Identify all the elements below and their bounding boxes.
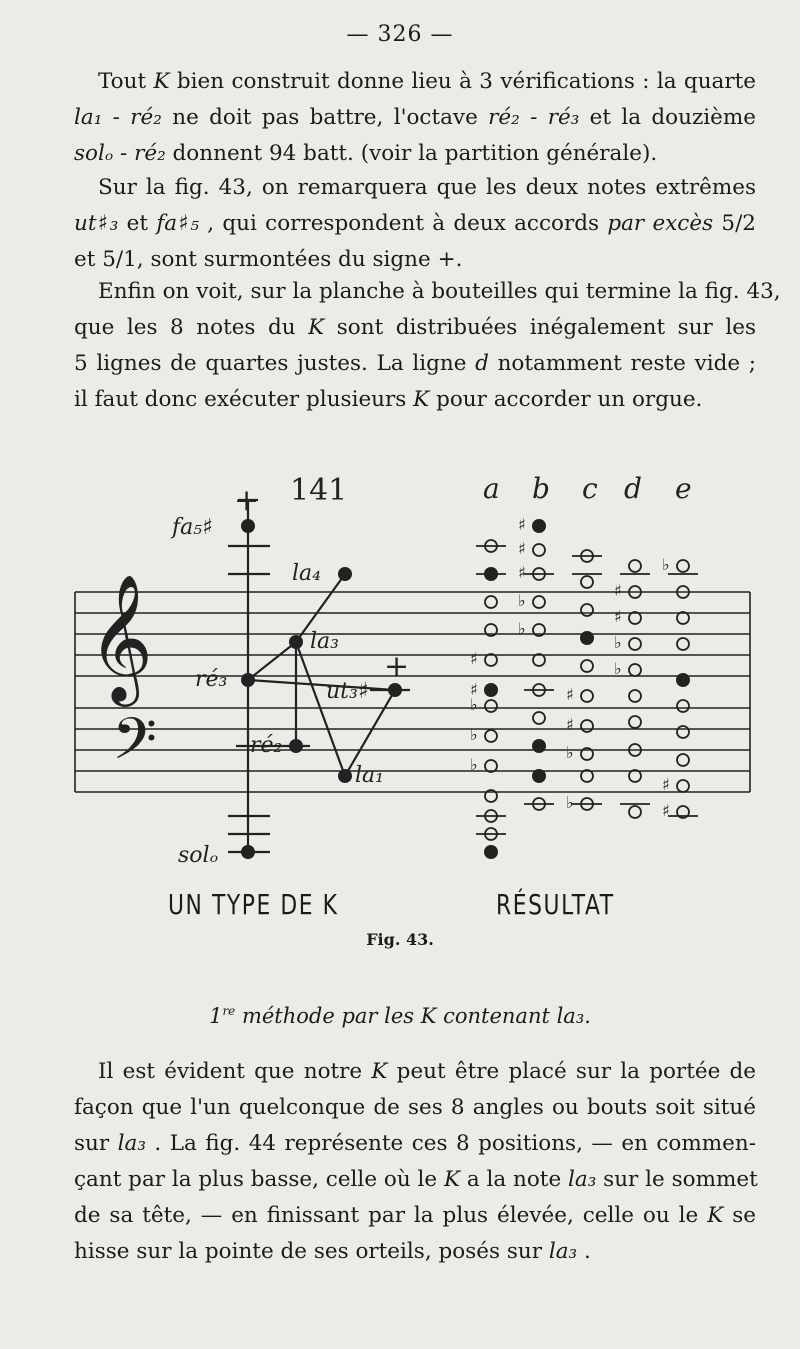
svg-text:♯: ♯ [614,581,622,600]
note-sol0 [241,845,255,859]
note-la4 [338,567,352,581]
svg-text:♯: ♯ [518,515,526,534]
note-b-4 [533,596,545,608]
note-c-4-filled [580,631,594,645]
note-b-1-filled [532,519,546,533]
caption-type-de-k: UN TYPE DE K [168,888,339,921]
text-line: Tout K bien construit donne lieu à 3 vérifications : la quarte [98,69,757,94]
text-line: de sa tête, — en finissant par la plus élevée, celle ou le K se [74,1203,756,1228]
column-e: e [675,472,692,505]
note-c-5 [581,660,593,672]
note-b-11-filled [532,769,546,783]
paragraph-3 [74,274,781,418]
text-line: que les 8 notes du K sont distribuées inégalement sur les [74,315,756,340]
note-e-4 [677,638,689,650]
note-e-1 [677,560,689,572]
label-la4: la₄ [292,561,321,586]
note-d-1 [629,560,641,572]
label-re2: ré₂ [250,733,283,758]
note-a-13-filled [484,845,498,859]
text-line: Il est évident que notre K peut être placé sur la portée de [98,1059,756,1084]
note-d-10 [629,806,641,818]
paragraph-1 [74,64,756,172]
label-ut3: ut₃♯ [326,679,369,704]
note-e-9 [677,780,689,792]
note-a-7 [485,700,497,712]
text-line: Enfin on voit, sur la planche à bouteilles qui termine la fig. 43, [98,279,781,304]
note-a-6-filled [484,683,498,697]
svg-text:♭: ♭ [566,743,574,762]
label-re3: ré₃ [195,667,228,692]
svg-text:♭: ♭ [470,695,478,714]
figure-number: 141 [290,473,348,508]
note-d-5 [629,664,641,676]
svg-text:♯: ♯ [662,775,670,794]
note-b-9-filled [532,739,546,753]
text-line: Sur la fig. 43, on remarquera que les deux notes extrêmes [98,175,756,200]
note-re2 [289,739,303,753]
svg-text:♭: ♭ [518,591,526,610]
page-number: — 326 — [346,22,454,47]
column-c: c [582,472,598,505]
note-d-6 [629,690,641,702]
text-line: façon que l'un quelconque de ses 8 angles ou bouts soit situé [74,1095,756,1120]
svg-text:♯: ♯ [614,607,622,626]
treble-clef-icon: 𝄞 [88,573,154,701]
text-line: il faut donc exécuter plusieurs K pour accorder un orgue. [74,387,703,412]
note-e-5-filled [676,673,690,687]
svg-text:♯: ♯ [662,801,670,820]
svg-text:♯: ♯ [518,539,526,558]
text-line: çant par la plus basse, celle où le K a la note la₃ sur le sommet [74,1167,758,1192]
bass-clef-icon: 𝄢 [112,705,158,787]
note-a-2-filled [484,567,498,581]
svg-text:♭: ♭ [614,659,622,678]
note-re3 [241,673,255,687]
svg-text:♯: ♯ [470,649,478,668]
paragraph-2 [74,170,756,278]
note-b-2 [533,544,545,556]
text-line: hisse sur la pointe de ses orteils, posés sur la₃ . [74,1239,591,1264]
text-line: sur la₃ . La fig. 44 représente ces 8 positions, — en commen- [74,1131,756,1156]
column-headers [483,472,692,505]
svg-text:♭: ♭ [662,555,670,574]
note-c-2 [581,576,593,588]
note-d-4 [629,638,641,650]
note-a-3 [485,596,497,608]
svg-text:♭: ♭ [566,793,574,812]
label-fa5: fa₅♯ [172,515,213,540]
text-line: ut♯₃ et fa♯₅ , qui correspondent à deux accords par excès 5/2 [74,211,756,236]
note-c-3 [581,604,593,616]
paragraph-4 [74,1054,756,1270]
svg-text:♭: ♭ [518,619,526,638]
note-e-6 [677,700,689,712]
plus-sign-top: + [234,483,260,518]
note-e-7 [677,726,689,738]
staff-lines [75,592,750,792]
figure-label: Fig. 43. [366,930,434,949]
caption-resultat: RÉSULTAT [496,888,615,921]
svg-text:♯: ♯ [566,715,574,734]
column-b: b [532,472,550,505]
note-c-6 [581,690,593,702]
svg-text:♭: ♭ [470,725,478,744]
note-fa5 [241,519,255,533]
note-ut3 [388,683,402,697]
note-b-8 [533,712,545,724]
note-la1 [338,769,352,783]
note-a-8 [485,730,497,742]
note-c-7 [581,720,593,732]
label-la1: la₁ [355,763,384,788]
plus-sign-ut3: + [384,649,410,684]
music-diagram [0,470,800,890]
svg-text:♯: ♯ [566,685,574,704]
svg-text:♭: ♭ [470,755,478,774]
note-d-7 [629,716,641,728]
note-e-8 [677,754,689,766]
label-sol0: solₒ [178,843,219,868]
note-la3 [289,635,303,649]
k-diagram [228,500,410,858]
label-la3: la₃ [310,629,339,654]
column-d: d [624,472,642,505]
svg-text:♭: ♭ [614,633,622,652]
section-heading: 1re méthode par les K contenant la₃. [209,1004,591,1028]
text-line: solₒ - ré₂ donnent 94 batt. (voir la partition générale). [74,141,658,166]
svg-text:♯: ♯ [518,563,526,582]
figure-43 [0,470,800,960]
column-a: a [483,472,500,505]
text-line: la₁ - ré₂ ne doit pas battre, l'octave ré₂ - ré₃ et la douzième [74,105,756,130]
text-line: et 5/1, sont surmontées du signe +. [74,247,463,272]
text-line: 5 lignes de quartes justes. La ligne d notamment reste vide ; [74,351,756,376]
svg-text:♯: ♯ [470,680,478,699]
